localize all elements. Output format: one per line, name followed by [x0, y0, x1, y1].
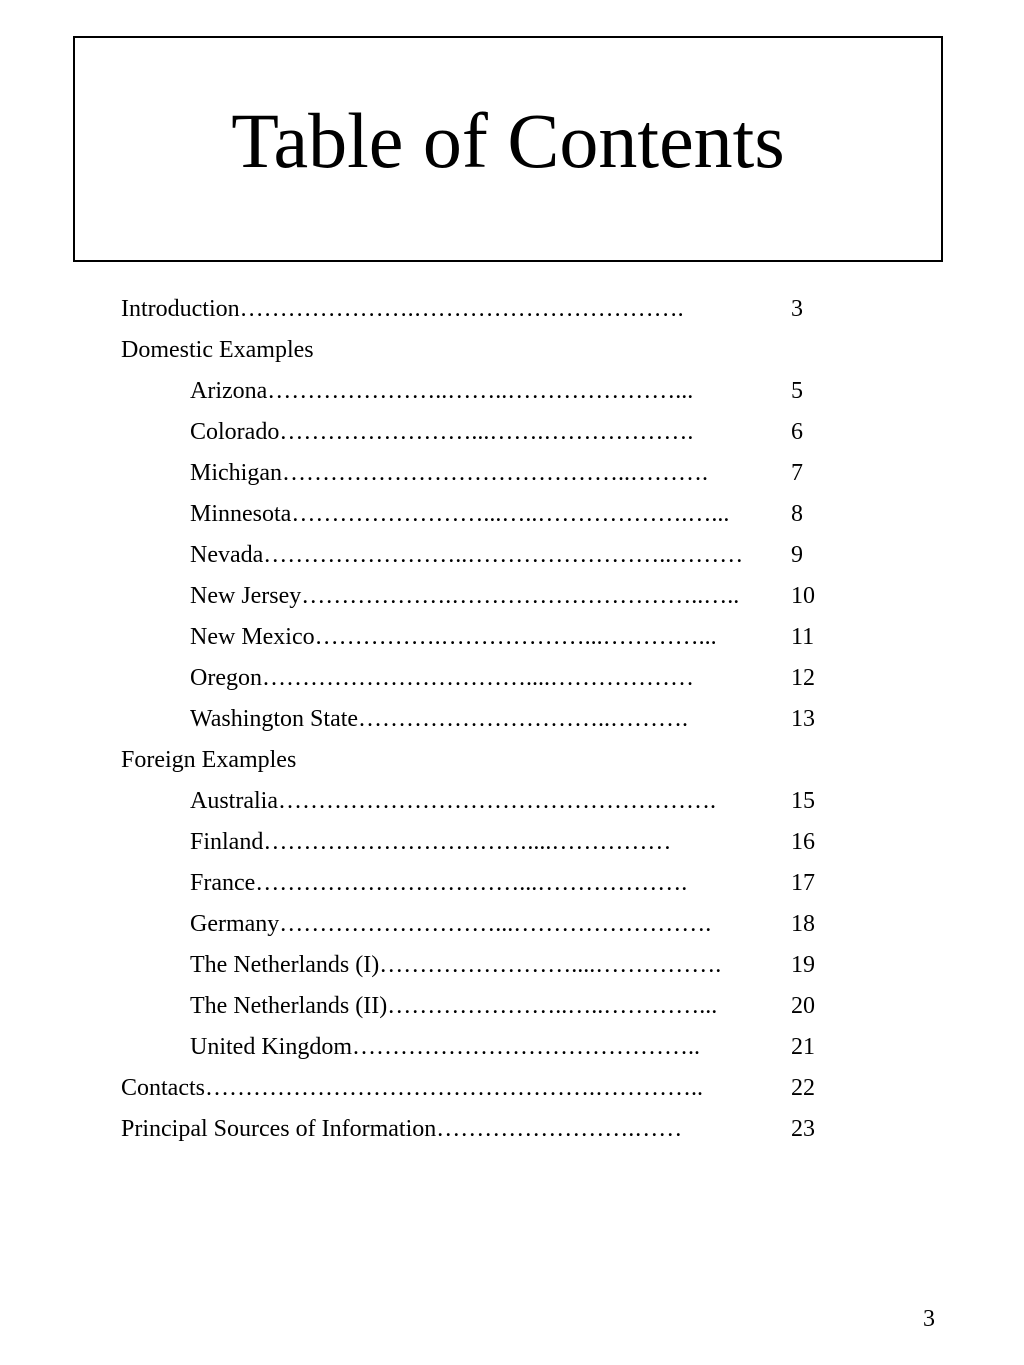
toc-page-number: 15 [791, 788, 815, 814]
toc-heading-text: Foreign Examples [121, 747, 297, 773]
toc-entry-text: France……………………………...………………. [190, 870, 688, 896]
toc-entry-text: Principal Sources of Information…………………….…… [121, 1116, 683, 1142]
page-title: Table of Contents [231, 97, 785, 184]
toc-page-number: 23 [791, 1116, 815, 1142]
toc-entry-text: New Mexico…………….………………...…………... [190, 624, 717, 650]
toc-entry-colorado[interactable] [0, 415, 1024, 449]
toc-entry-new-mexico[interactable] [0, 620, 1024, 654]
toc-entry-text: Colorado……………………...…….………………. [190, 419, 694, 445]
toc-entry-principal-sources[interactable] [0, 1112, 1024, 1146]
toc-entry-contacts[interactable] [0, 1071, 1024, 1105]
toc-entry-netherlands-i[interactable] [0, 948, 1024, 982]
toc-entry-oregon[interactable] [0, 661, 1024, 695]
toc-page-number: 21 [791, 1034, 815, 1060]
toc-page-number: 7 [791, 460, 803, 486]
toc-entry-netherlands-ii[interactable] [0, 989, 1024, 1023]
toc-entry-text: New Jersey……………….…………………………..….. [190, 583, 740, 609]
toc-entry-text: Arizona…………………..……..…………………... [190, 378, 694, 404]
toc-entry-minnesota[interactable] [0, 497, 1024, 531]
toc-entry-text: Oregon……………………………....……………… [190, 665, 694, 691]
toc-entry-united-kingdom[interactable] [0, 1030, 1024, 1064]
toc-page-number: 22 [791, 1075, 815, 1101]
toc-entry-text: The Netherlands (I)……………………....……………. [190, 952, 722, 978]
toc-entry-australia[interactable] [0, 784, 1024, 818]
toc-entry-france[interactable] [0, 866, 1024, 900]
toc-page-number: 9 [791, 542, 803, 568]
toc-page-number: 19 [791, 952, 815, 978]
toc-heading-domestic-examples [0, 333, 1024, 367]
toc-entry-michigan[interactable] [0, 456, 1024, 490]
toc-entry-text: The Netherlands (II)…………………..…..…………... [190, 993, 718, 1019]
toc-page-number: 5 [791, 378, 803, 404]
toc-page-number: 20 [791, 993, 815, 1019]
toc-page-number: 17 [791, 870, 815, 896]
toc-entry-washington-state[interactable] [0, 702, 1024, 736]
toc-entry-germany[interactable] [0, 907, 1024, 941]
toc-page-number: 8 [791, 501, 803, 527]
toc-entry-text: Contacts………………………………………….………….. [121, 1075, 703, 1101]
page-number: 3 [923, 1306, 935, 1332]
toc-entry-introduction[interactable] [0, 292, 1024, 326]
toc-entry-text: Germany………………………...……………………. [190, 911, 712, 937]
toc-entry-new-jersey[interactable] [0, 579, 1024, 613]
toc-entry-arizona[interactable] [0, 374, 1024, 408]
toc-entry-text: United Kingdom…………………………………….. [190, 1034, 700, 1060]
toc-entry-finland[interactable] [0, 825, 1024, 859]
toc-heading-text: Domestic Examples [121, 337, 314, 363]
toc-page-number: 11 [791, 624, 815, 650]
toc-page-number: 13 [791, 706, 815, 732]
toc-page-number: 12 [791, 665, 815, 691]
toc-entry-text: Introduction………………….……………………………. [121, 296, 684, 322]
toc-entry-text: Nevada……………………..……………………..……… [190, 542, 744, 568]
toc-page-number: 3 [791, 296, 803, 322]
toc-page-number: 18 [791, 911, 815, 937]
toc-page-number: 16 [791, 829, 815, 855]
toc-entry-text: Michigan……………………………………..………. [190, 460, 708, 486]
toc-entry-text: Finland……………………………....…………… [190, 829, 672, 855]
toc-page-number: 10 [791, 583, 815, 609]
toc-page-number: 6 [791, 419, 803, 445]
toc-entry-text: Australia………………………………………………. [190, 788, 716, 814]
toc-entry-nevada[interactable] [0, 538, 1024, 572]
toc-entry-text: Minnesota……………………...…..……………….…... [190, 501, 730, 527]
toc-heading-foreign-examples [0, 743, 1024, 777]
toc-entry-text: Washington State…………………………..………. [190, 706, 689, 732]
